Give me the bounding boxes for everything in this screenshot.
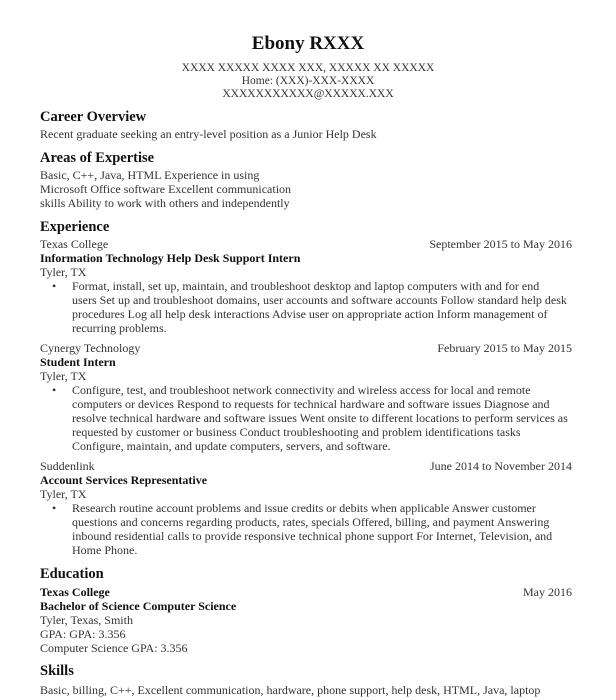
section-career-overview: Career Overview <box>40 109 147 125</box>
section-areas-of-expertise: Areas of Expertise <box>40 150 155 166</box>
job-company: Suddenlink <box>40 459 95 473</box>
job-location: Tyler, TX <box>40 487 87 501</box>
section-education: Education <box>40 566 104 582</box>
job-description-line: inbound residential calls to provide responsive technical phone support For Internet, Television, and <box>72 529 553 543</box>
job-description-line: requested by customer or business Conduct troubleshooting and problem identifications tasks <box>72 425 521 439</box>
job-role: Account Services Representative <box>40 473 208 487</box>
job-company: Texas College <box>40 237 109 251</box>
education-location: Tyler, Texas, Smith <box>40 613 133 627</box>
job-description-line: procedures Log all help desk interactions Advise user on appropriate action Inform management of <box>72 307 548 321</box>
expertise-line: skills Ability to work with others and independently <box>40 196 290 210</box>
job-location: Tyler, TX <box>40 265 87 279</box>
job-description-line: Format, install, set up, maintain, and troubleshoot desktop and laptop computers with and for end <box>72 279 540 293</box>
job-description-line: questions and concerns regarding products, rates, specials Offered, billing, and payment Answering <box>72 515 550 529</box>
expertise-line: Basic, C++, Java, HTML Experience in using <box>40 168 260 182</box>
education-cs-gpa: Computer Science GPA: 3.356 <box>40 641 188 655</box>
job-dates: June 2014 to November 2014 <box>430 459 572 473</box>
job-dates: February 2015 to May 2015 <box>437 341 572 355</box>
education-date: May 2016 <box>523 585 572 599</box>
job-description-line: users Set up and troubleshoot domains, user accounts and software accounts Follow standard help desk <box>72 293 567 307</box>
section-skills: Skills <box>40 663 74 679</box>
job-description-line: Home Phone. <box>72 543 138 557</box>
career-overview-text: Recent graduate seeking an entry-level position as a Junior Help Desk <box>40 127 377 141</box>
skills-text: Basic, billing, C++, Excellent communication, hardware, phone support, help desk, HTML, Java, laptop <box>40 683 541 697</box>
bullet-dot: • <box>52 279 57 293</box>
job-description-line: Configure, test, and troubleshoot network connectivity and wireless access for local and remote <box>72 383 531 397</box>
candidate-name: Ebony RXXX <box>251 33 365 54</box>
job-description-line: Research routine account problems and issue credits or debits when applicable Answer customer <box>72 501 536 515</box>
job-dates: September 2015 to May 2016 <box>429 237 572 251</box>
phone: Home: (XXX)-XXX-XXXX <box>241 75 375 87</box>
address: XXXX XXXXX XXXX XXX, XXXXX XX XXXXX <box>181 62 435 74</box>
expertise-line: Microsoft Office software Excellent communication <box>40 182 292 196</box>
job-company: Cynergy Technology <box>40 341 141 355</box>
job-role: Student Intern <box>40 355 116 369</box>
job-description-line: Configure, maintain, and update computers, servers, and software. <box>72 439 391 453</box>
education-school: Texas College <box>40 585 110 599</box>
job-description-line: computers or devices Respond to requests for technical hardware and software issues Diagnose and <box>72 397 550 411</box>
job-location: Tyler, TX <box>40 369 87 383</box>
job-description-line: resolve technical hardware and software issues Went onsite to different locations to perform services as <box>72 411 568 425</box>
job-description-line: recurring problems. <box>72 321 167 335</box>
email: XXXXXXXXXXX@XXXXX.XXX <box>222 88 394 100</box>
section-experience: Experience <box>40 219 110 235</box>
education-degree: Bachelor of Science Computer Science <box>40 599 237 613</box>
bullet-dot: • <box>52 383 57 397</box>
education-gpa: GPA: GPA: 3.356 <box>40 627 126 641</box>
bullet-dot: • <box>52 501 57 515</box>
job-role: Information Technology Help Desk Support Intern <box>40 251 301 265</box>
